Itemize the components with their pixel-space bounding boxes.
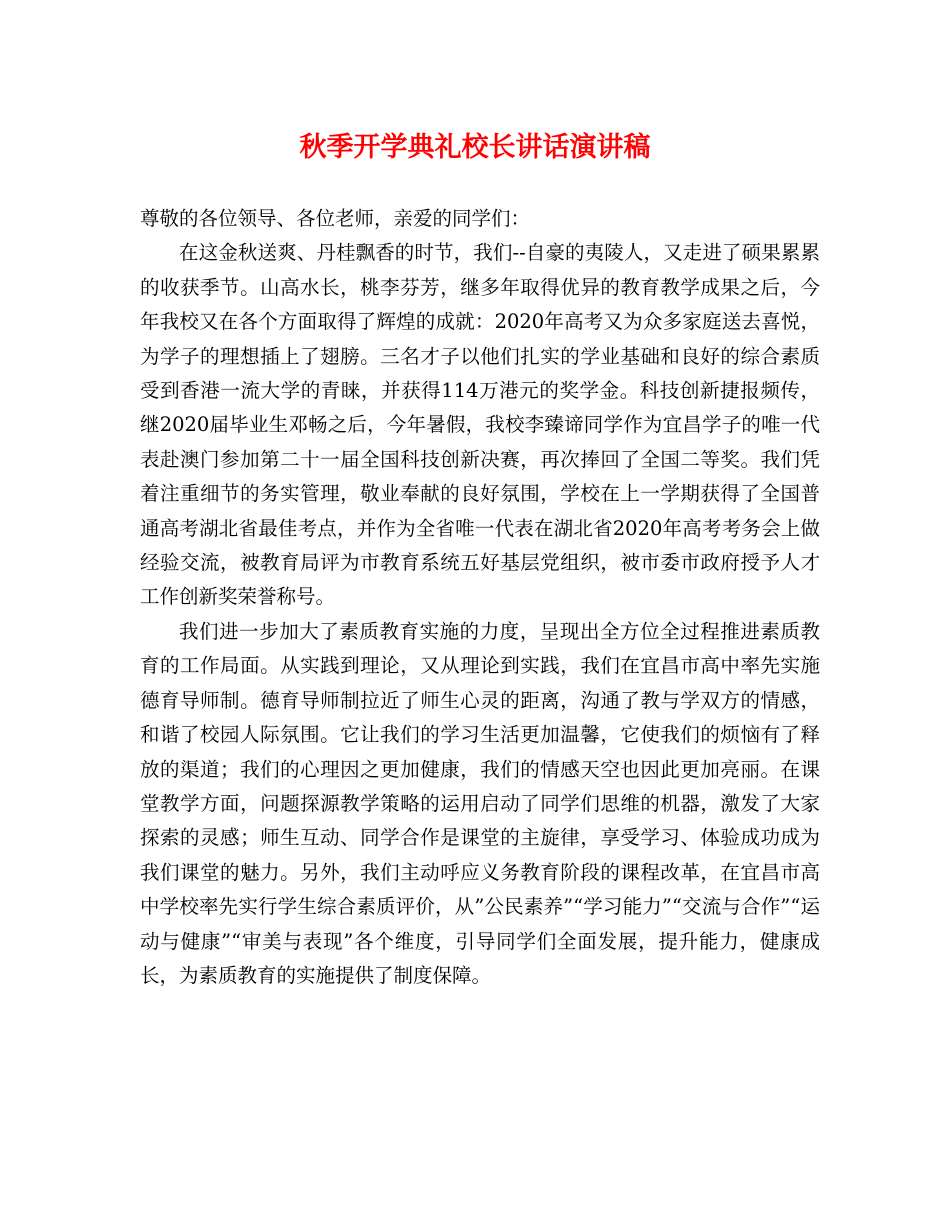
salutation: 尊敬的各位领导、各位老师，亲爱的同学们： bbox=[140, 207, 531, 230]
paragraph-2: 我们进一步加大了素质教育实施的力度，呈现出全方位全过程推进素质教育的工作局面。从实践到理论，又从理论到实践，我们在宜昌市高中率先实施德育导师制。德育导师制拉近了师生心灵的距离，沟通了教与学双方的情感，和谐了校园人际氛围。它让我们的学习生活更加温馨，它使我们的烦恼有了释放的渠道；我们的心理因之更加健康，我们的情感天空也因此更加亮丽。在课堂教学方面，问题探源教学策略的运用启动了同学们思维的机器，激发了大家探索的灵感；师生互动、同学合作是课堂的主旋律，享受学习、体验成功成为我们课堂的魅力。另外，我们主动呼应义务教育阶段的课程改革，在宜昌市高中学校率先实行学生综合素质评价，从”公民素养”“学习能力”“交流与合作”“运动与健康”“审美与表现”各个维度，引导同学们全面发展，提升能力，健康成长，为素质教育的实施提供了制度保障。 bbox=[140, 619, 820, 987]
document-body bbox=[140, 202, 820, 993]
document-title: 秋季开学典礼校长讲话演讲稿 bbox=[299, 132, 651, 163]
paragraph-1: 在这金秋送爽、丹桂飘香的时节，我们--自豪的夷陵人，又走进了硕果累累的收获季节。山高水长，桃李芬芳，继多年取得优异的教育教学成果之后，今年我校又在各个方面取得了辉煌的成就：2020年高考又为众多家庭送去喜悦，为学子的理想插上了翅膀。三名才子以他们扎实的学业基础和良好的综合素质受到香港一流大学的青睐，并获得114万港元的奖学金。科技创新捷报频传，继2020届毕业生邓畅之后，今年暑假，我校李臻谛同学作为宜昌学子的唯一代表赴澳门参加第二十一届全国科技创新决赛，再次捧回了全国二等奖。我们凭着注重细节的务实管理，敬业奉献的良好氛围，学校在上一学期获得了全国普通高考湖北省最佳考点，并作为全省唯一代表在湖北省2020年高考考务会上做经验交流，被教育局评为市教育系统五好基层党组织，被市委市政府授予人才工作创新奖荣誉称号。 bbox=[140, 241, 820, 609]
